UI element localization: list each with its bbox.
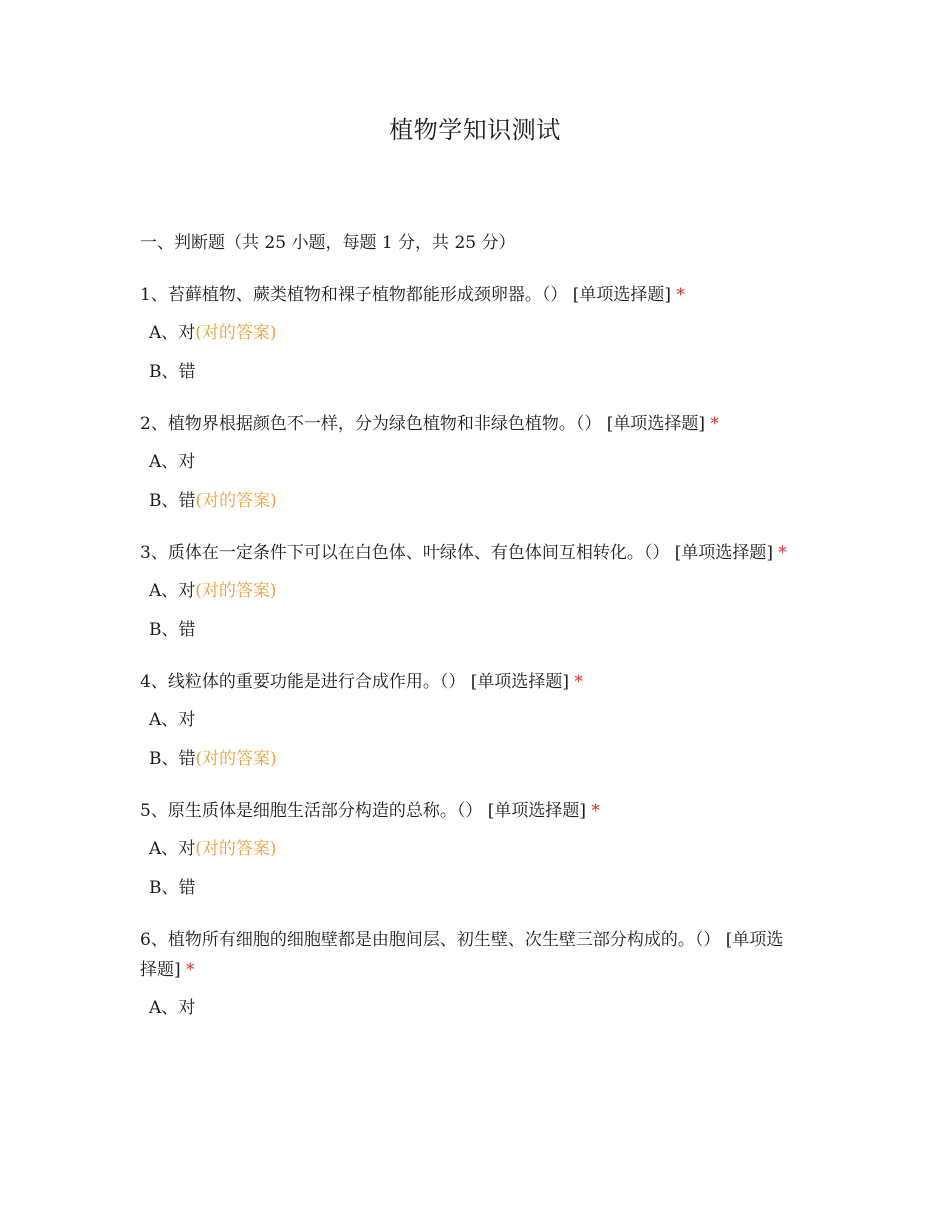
option-b[interactable]: B、错(对的答案) — [149, 491, 277, 511]
option-a[interactable]: A、对(对的答案) — [149, 839, 277, 859]
question-text — [140, 280, 800, 310]
option-b[interactable]: B、错 — [149, 878, 196, 898]
question-2 — [140, 409, 800, 516]
option-a[interactable]: A、对(对的答案) — [149, 581, 277, 601]
option-a[interactable]: A、对 — [149, 710, 196, 730]
option-a[interactable]: A、对 — [149, 998, 196, 1018]
question-6 — [140, 925, 800, 1023]
question-text — [140, 667, 800, 697]
question-5 — [140, 796, 800, 903]
option-a[interactable]: A、对(对的答案) — [149, 323, 277, 343]
correct-answer-mark: (对的答案) — [195, 581, 277, 601]
question-text — [140, 409, 800, 439]
required-mark: * — [778, 543, 787, 563]
correct-answer-mark: (对的答案) — [195, 491, 277, 511]
question-label: 3、质体在一定条件下可以在白色体、叶绿体、有色体间互相转化。（） [单项选择题] — [140, 543, 773, 563]
correct-answer-mark: (对的答案) — [195, 749, 277, 769]
option-b[interactable]: B、错 — [149, 362, 196, 382]
question-text — [140, 538, 800, 568]
question-4 — [140, 667, 800, 774]
option-b[interactable]: B、错 — [149, 620, 196, 640]
option-b[interactable]: B、错(对的答案) — [149, 749, 277, 769]
page-title: 植物学知识测试 — [389, 116, 561, 144]
question-label: 1、苔藓植物、蕨类植物和裸子植物都能形成颈卵器。（） [单项选择题] — [140, 285, 671, 305]
question-label: 5、原生质体是细胞生活部分构造的总称。（） [单项选择题] — [140, 801, 586, 821]
required-mark: * — [591, 801, 600, 821]
section-heading: 一、判断题（共 25 小题，每题 1 分，共 25 分） — [140, 233, 516, 253]
required-mark: * — [186, 960, 195, 980]
question-label: 4、线粒体的重要功能是进行合成作用。（） [单项选择题] — [140, 672, 569, 692]
required-mark: * — [676, 285, 685, 305]
question-3 — [140, 538, 800, 645]
question-label: 2、植物界根据颜色不一样，分为绿色植物和非绿色植物。（） [单项选择题] — [140, 414, 705, 434]
question-1 — [140, 280, 800, 387]
question-text — [140, 925, 800, 985]
required-mark: * — [710, 414, 719, 434]
question-text — [140, 796, 800, 826]
question-list — [140, 280, 800, 1045]
required-mark: * — [574, 672, 583, 692]
correct-answer-mark: (对的答案) — [195, 323, 277, 343]
option-a[interactable]: A、对 — [149, 452, 196, 472]
correct-answer-mark: (对的答案) — [195, 839, 277, 859]
question-label: 6、植物所有细胞的细胞壁都是由胞间层、初生壁、次生壁三部分构成的。（） [单项选择题] — [140, 930, 784, 980]
